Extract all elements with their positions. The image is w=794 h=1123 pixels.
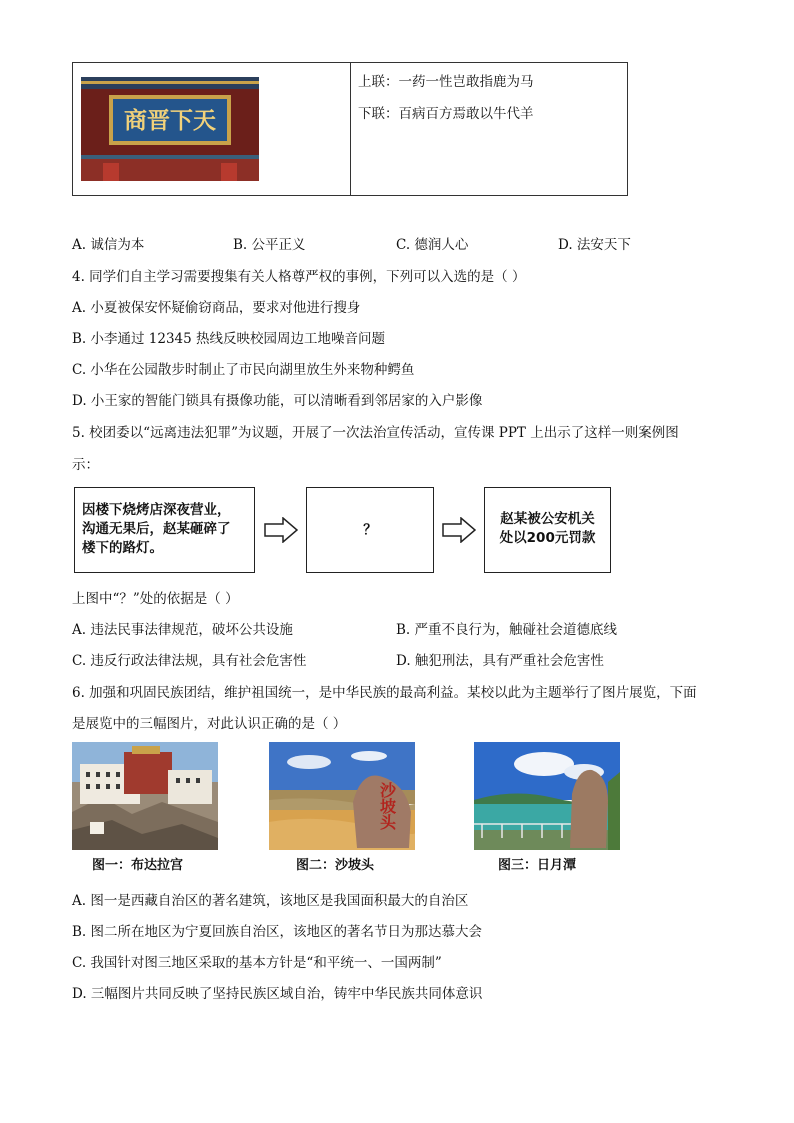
lower-couplet: 下联：百病百方焉敢以牛代羊 <box>358 106 534 122</box>
flow-box-result-line1: 赵某被公安机关 <box>500 511 595 527</box>
table-divider <box>350 63 351 195</box>
q5-option-c: C. 违反行政法律法规，具有社会危害性 <box>72 653 307 669</box>
flow-box-cause-line3: 楼下的路灯。 <box>82 540 163 556</box>
q3-option-a: A. 诚信为本 <box>72 237 145 253</box>
flow-box-cause <box>74 487 255 573</box>
caption-figure-1: 图一：布达拉宫 <box>92 858 184 873</box>
q5-question: 上图中“？”处的依据是（ ） <box>72 591 239 607</box>
caption-figure-2: 图二：沙坡头 <box>296 858 375 873</box>
q3-option-d: D. 法安天下 <box>558 237 631 253</box>
flow-box-result <box>484 487 611 573</box>
q4-stem: 4. 同学们自主学习需要搜集有关人格尊严权的事例，下列可以入选的是（ ） <box>72 269 526 285</box>
right-arrow-icon <box>442 517 476 543</box>
flow-box-question-mark: ？ <box>363 522 377 538</box>
upper-couplet: 上联：一药一性岂敢指鹿为马 <box>358 74 534 90</box>
q3-option-c: C. 德润人心 <box>396 237 469 253</box>
flow-box-cause-line2: 沟通无果后，赵某砸碎了 <box>82 521 231 537</box>
q6-option-d: D. 三幅图片共同反映了坚持民族区域自治，铸牢中华民族共同体意识 <box>72 986 483 1002</box>
q6-option-b: B. 图二所在地区为宁夏回族自治区，该地区的著名节日为那达慕大会 <box>72 924 483 940</box>
q6-stem-line2: 是展览中的三幅图片，对此认识正确的是（ ） <box>72 716 347 732</box>
q6-stem-line1: 6. 加强和巩固民族团结，维护祖国统一，是中华民族的最高利益。某校以此为主题举行了图片展览，下面 <box>72 685 697 701</box>
q5-option-b: B. 严重不良行为，触碰社会道德底线 <box>396 622 618 638</box>
sun-moon-lake-photo <box>474 742 620 850</box>
q4-option-b: B. 小李通过 12345 热线反映校园周边工地噪音问题 <box>72 331 386 347</box>
q6-option-a: A. 图一是西藏自治区的著名建筑，该地区是我国面积最大的自治区 <box>72 893 469 909</box>
plaque-text: 商晋下天 <box>124 107 216 134</box>
q6-option-c: C. 我国针对图三地区采取的基本方针是“和平统一、一国两制” <box>72 955 442 971</box>
plaque-image <box>81 77 259 181</box>
potala-palace-photo <box>72 742 218 850</box>
q4-option-c: C. 小华在公园散步时制止了市民向湖里放生外来物种鳄鱼 <box>72 362 415 378</box>
q4-option-d: D. 小王家的智能门锁具有摄像功能，可以清晰看到邻居家的入户影像 <box>72 393 483 409</box>
q3-option-b: B. 公平正义 <box>233 237 306 253</box>
flow-box-result-line2: 处以200元罚款 <box>499 530 596 546</box>
flow-box-question <box>306 487 434 573</box>
caption-figure-3: 图三：日月潭 <box>498 858 577 873</box>
q4-option-a: A. 小夏被保安怀疑偷窃商品，要求对他进行搜身 <box>72 300 361 316</box>
couplet-table <box>72 62 628 196</box>
right-arrow-icon <box>264 517 298 543</box>
q5-stem-line2: 示： <box>72 457 99 473</box>
q5-stem-line1: 5. 校团委以“远离违法犯罪”为议题，开展了一次法治宣传活动，宣传课 PPT 上出示了这样一则案例图 <box>72 425 679 441</box>
q5-option-a: A. 违法民事法律规范，破坏公共设施 <box>72 622 293 638</box>
flow-box-cause-line1: 因楼下烧烤店深夜营业， <box>82 502 231 518</box>
rock-inscription: 沙坡头 <box>377 782 397 830</box>
shapotou-photo <box>269 742 415 850</box>
q5-option-d: D. 触犯刑法，具有严重社会危害性 <box>396 653 604 669</box>
